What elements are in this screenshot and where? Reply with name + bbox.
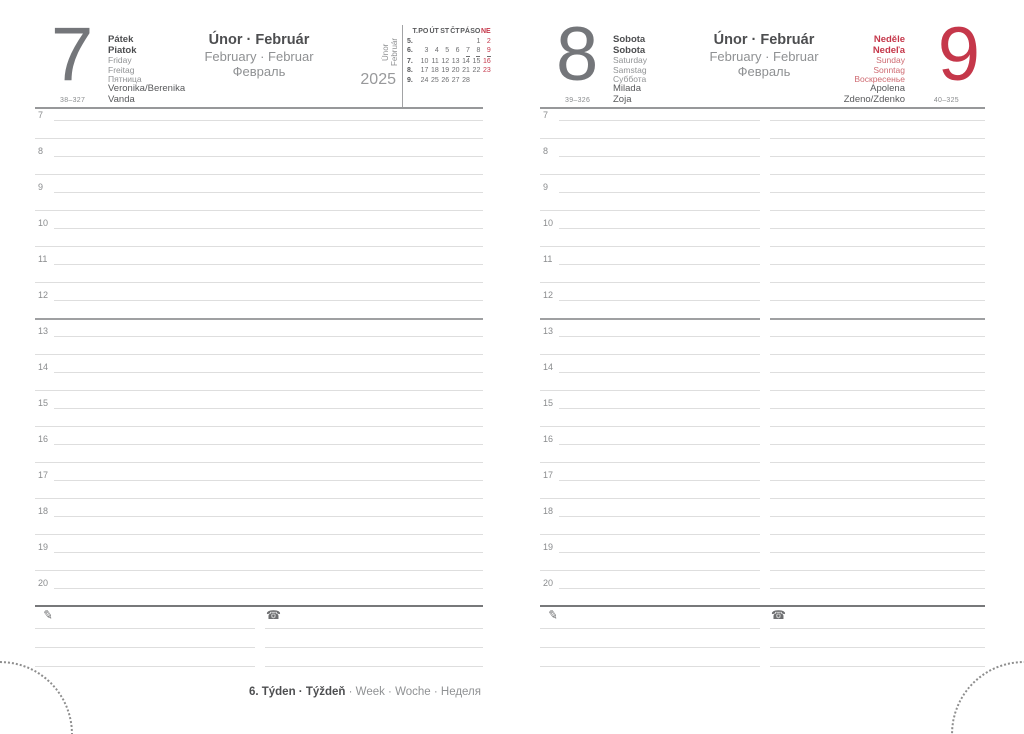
mini-cal-week-number: 6. xyxy=(407,47,413,55)
half-hour-line xyxy=(35,282,483,283)
hour-label: 15 xyxy=(38,398,49,408)
hour-label: 13 xyxy=(543,326,554,336)
hour-label: 18 xyxy=(38,506,49,516)
hour-line xyxy=(770,228,985,229)
hour-line xyxy=(559,120,760,121)
day-name-en: Friday xyxy=(108,55,132,65)
day-number-saturday: 8 xyxy=(556,12,596,97)
mini-cal-header-cell: ST xyxy=(440,28,450,35)
hour-line xyxy=(770,552,985,553)
mini-cal-day: 24 xyxy=(420,76,429,84)
mini-cal-day: 20 xyxy=(451,67,460,75)
hour-row xyxy=(540,288,985,324)
hour-line xyxy=(770,336,985,337)
half-hour-line xyxy=(35,498,483,499)
day-name-sk: Sobota xyxy=(613,44,646,56)
half-hour-line xyxy=(770,462,985,463)
hour-line xyxy=(770,192,985,193)
hour-row xyxy=(35,288,483,324)
notes-line xyxy=(770,647,985,648)
hour-row xyxy=(35,432,483,468)
day-name-labels-saturday xyxy=(613,35,647,85)
hour-row xyxy=(35,324,483,360)
hour-line xyxy=(770,480,985,481)
hour-line xyxy=(770,264,985,265)
hour-line xyxy=(559,588,760,589)
notes-line xyxy=(540,666,760,667)
name-day-line: Veronika/Berenika xyxy=(108,83,186,94)
mini-month-calendar xyxy=(407,27,491,86)
week-footer-bold: 6. Týden · Týždeň xyxy=(248,686,346,698)
page-friday xyxy=(35,12,491,720)
half-hour-line xyxy=(35,246,483,247)
hour-row xyxy=(540,324,985,360)
hour-label: 16 xyxy=(38,434,49,444)
hour-line xyxy=(54,264,483,265)
hour-line xyxy=(559,156,760,157)
half-hour-line xyxy=(770,426,985,427)
hour-label: 20 xyxy=(38,578,49,588)
day-number-friday: 7 xyxy=(51,12,91,97)
month-title-latin: February · Februar xyxy=(204,49,314,64)
mini-cal-day: 11 xyxy=(431,57,439,65)
hour-line xyxy=(54,336,483,337)
hour-label: 8 xyxy=(38,146,44,156)
hour-line xyxy=(559,228,760,229)
hour-line xyxy=(559,516,760,517)
hour-label: 17 xyxy=(543,470,554,480)
hour-row xyxy=(35,504,483,540)
hour-label: 19 xyxy=(38,542,49,552)
hour-line xyxy=(770,120,985,121)
hour-line xyxy=(770,300,985,301)
month-title-latin: February · Februar xyxy=(709,49,819,64)
hour-line xyxy=(559,480,760,481)
mini-cal-day: 15 xyxy=(472,57,481,65)
half-hour-line xyxy=(35,534,483,535)
hour-label: 10 xyxy=(38,218,49,228)
notes-line xyxy=(770,666,985,667)
hour-line xyxy=(559,444,760,445)
half-hour-line xyxy=(540,354,760,355)
half-hour-line xyxy=(770,210,985,211)
mini-cal-day: 4 xyxy=(434,47,439,55)
hour-line xyxy=(54,372,483,373)
hour-line xyxy=(559,552,760,553)
month-title-cyrillic: Февраль xyxy=(737,64,791,79)
hour-line xyxy=(559,408,760,409)
hour-line xyxy=(54,588,483,589)
hour-label: 8 xyxy=(543,146,549,156)
hour-row xyxy=(540,396,985,432)
hour-line xyxy=(54,156,483,157)
half-hour-line xyxy=(770,246,985,247)
hour-row xyxy=(35,216,483,252)
mini-cal-week-number: 7. xyxy=(407,57,413,65)
day-of-year-saturday: 39–326 xyxy=(565,97,591,104)
day-of-year-friday: 38–327 xyxy=(60,97,86,104)
mini-cal-day: 18 xyxy=(430,67,439,75)
hour-line xyxy=(54,192,483,193)
hour-line xyxy=(559,300,760,301)
hour-label: 17 xyxy=(38,470,49,480)
hour-row xyxy=(35,108,483,144)
mini-cal-day: 25 xyxy=(430,76,439,84)
half-hour-line xyxy=(35,426,483,427)
half-hour-line xyxy=(35,354,483,355)
hour-label: 14 xyxy=(38,362,49,372)
half-hour-line xyxy=(770,282,985,283)
mini-cal-header-cell: ÚT xyxy=(429,28,439,35)
half-hour-line xyxy=(540,210,760,211)
half-hour-line xyxy=(540,498,760,499)
notes-line xyxy=(35,666,255,667)
mini-cal-day: 2 xyxy=(486,37,491,45)
day-name-cz: Pátek xyxy=(108,34,134,45)
name-days-saturday xyxy=(613,83,641,105)
month-title-left xyxy=(156,31,362,80)
hour-label: 11 xyxy=(38,254,48,264)
day-name-de: Freitag xyxy=(108,64,135,75)
half-hour-line xyxy=(770,498,985,499)
mini-cal-day: 12 xyxy=(441,57,450,65)
hour-line xyxy=(54,480,483,481)
pencil-icon: ✎ xyxy=(42,607,54,623)
day-name-ru: Суббота xyxy=(613,74,647,84)
half-hour-line xyxy=(770,390,985,391)
half-hour-line xyxy=(770,534,985,535)
hour-row xyxy=(35,360,483,396)
hour-line xyxy=(54,120,483,121)
mini-cal-week-number: 9. xyxy=(407,76,413,84)
hour-row xyxy=(540,468,985,504)
notes-line xyxy=(35,647,255,648)
half-hour-line xyxy=(540,318,760,320)
mini-cal-week-number: 5. xyxy=(407,37,413,45)
name-day-line: Zoja xyxy=(613,94,632,105)
hour-line xyxy=(770,372,985,373)
hour-line xyxy=(54,552,483,553)
day-name-en: Saturday xyxy=(613,55,648,65)
half-hour-line xyxy=(770,570,985,571)
hour-label: 7 xyxy=(38,110,44,120)
hour-grid-weekend xyxy=(540,108,985,612)
hour-line xyxy=(54,300,483,301)
hour-line xyxy=(770,516,985,517)
hour-row xyxy=(540,216,985,252)
side-label-cz: Únor xyxy=(381,43,390,61)
half-hour-line xyxy=(540,426,760,427)
hour-label: 9 xyxy=(543,182,549,192)
hour-label: 14 xyxy=(543,362,554,372)
half-hour-line xyxy=(35,570,483,571)
hour-label: 10 xyxy=(543,218,554,228)
mini-cal-day: 27 xyxy=(451,76,460,84)
half-hour-line xyxy=(540,390,760,391)
half-hour-line xyxy=(540,246,760,247)
hour-label: 19 xyxy=(543,542,554,552)
hour-label: 16 xyxy=(543,434,554,444)
name-day-line: Apolena xyxy=(870,83,905,94)
hour-label: 12 xyxy=(38,290,49,300)
half-hour-line xyxy=(540,570,760,571)
day-name-ru: Пятница xyxy=(108,74,142,84)
mini-cal-day: 1 xyxy=(476,37,481,45)
hour-row xyxy=(540,108,985,144)
half-hour-line xyxy=(35,174,483,175)
hour-label: 9 xyxy=(38,182,44,192)
mini-cal-day: 28 xyxy=(462,76,470,84)
day-name-cz: Neděle xyxy=(873,34,905,45)
hour-line xyxy=(770,588,985,589)
week-footer-light: · Week · Woche · Неделя xyxy=(345,686,481,698)
notes-line xyxy=(540,647,760,648)
name-day-line: Milada xyxy=(613,83,641,94)
name-day-line: Vanda xyxy=(108,94,135,105)
hour-line xyxy=(54,408,483,409)
name-days-friday xyxy=(108,83,185,105)
mini-cal-day: 13 xyxy=(451,57,460,65)
mini-cal-day: 26 xyxy=(441,76,450,84)
day-name-labels-sunday xyxy=(854,35,905,85)
notes-divider-rule xyxy=(540,605,985,607)
notes-line xyxy=(265,666,483,667)
calendar-divider-rule xyxy=(402,25,403,107)
half-hour-line xyxy=(540,282,760,283)
hour-line xyxy=(54,228,483,229)
day-name-en: Sunday xyxy=(876,55,905,65)
mini-cal-day: 23 xyxy=(482,67,491,75)
hour-line xyxy=(54,444,483,445)
half-hour-line xyxy=(770,174,985,175)
hour-row xyxy=(540,360,985,396)
notes-line xyxy=(265,628,483,629)
hour-row xyxy=(540,432,985,468)
mini-cal-day: 9 xyxy=(487,46,491,57)
side-label-sk: Február xyxy=(390,38,399,67)
page-weekend xyxy=(540,12,985,720)
mini-cal-day: 16 xyxy=(482,57,491,65)
half-hour-line xyxy=(770,318,985,320)
year-label: 2025 xyxy=(360,71,396,88)
mini-cal-header-cell: SO xyxy=(470,28,481,35)
half-hour-line xyxy=(770,138,985,139)
hour-label: 13 xyxy=(38,326,49,336)
hour-row xyxy=(35,252,483,288)
notes-line xyxy=(265,647,483,648)
notes-divider-rule xyxy=(35,605,483,607)
mini-cal-day: 7 xyxy=(466,46,470,57)
notes-line xyxy=(35,628,255,629)
hour-line xyxy=(559,264,760,265)
hour-row xyxy=(540,540,985,576)
day-number-sunday: 9 xyxy=(937,12,977,97)
month-title-bold: Únor · Február xyxy=(208,32,310,48)
half-hour-line xyxy=(540,138,760,139)
day-name-labels-friday xyxy=(108,35,142,85)
mini-cal-day: 14 xyxy=(462,57,470,65)
day-name-sk: Nedeľa xyxy=(872,44,905,56)
hour-line xyxy=(559,336,760,337)
mini-cal-header-cell: T. xyxy=(412,28,418,35)
hour-row xyxy=(35,396,483,432)
mini-cal-day: 17 xyxy=(420,67,429,75)
month-title-cyrillic: Февраль xyxy=(232,64,286,79)
hour-line xyxy=(770,408,985,409)
mini-cal-day: 19 xyxy=(441,67,450,75)
week-footer xyxy=(35,686,481,698)
hour-row xyxy=(35,144,483,180)
mini-cal-day: 6 xyxy=(455,47,460,55)
day-name-sk: Piatok xyxy=(108,44,137,56)
phone-icon: ☎ xyxy=(771,608,786,622)
day-name-de: Sonntag xyxy=(873,64,905,75)
hour-row xyxy=(35,468,483,504)
hour-row xyxy=(540,252,985,288)
hour-label: 7 xyxy=(543,110,549,120)
hour-row xyxy=(540,180,985,216)
mini-cal-header-cell: ČT xyxy=(450,28,460,35)
half-hour-line xyxy=(35,318,483,320)
mini-cal-header-cell: PO xyxy=(418,28,429,35)
month-title-bold: Únor · Február xyxy=(713,32,815,48)
day-of-year-sunday: 40–325 xyxy=(933,97,959,104)
half-hour-line xyxy=(540,462,760,463)
mini-cal-day: 10 xyxy=(420,57,429,65)
mini-cal-header-cell: NE xyxy=(481,28,491,35)
mini-cal-day: 5 xyxy=(445,47,450,55)
half-hour-line xyxy=(35,390,483,391)
mini-cal-header-cell: PÁ xyxy=(460,28,470,35)
day-name-ru: Воскресенье xyxy=(854,74,905,84)
mini-cal-week-number: 8. xyxy=(407,67,413,75)
phone-icon: ☎ xyxy=(266,608,281,622)
half-hour-line xyxy=(35,138,483,139)
notes-line xyxy=(770,628,985,629)
half-hour-line xyxy=(540,534,760,535)
half-hour-line xyxy=(35,462,483,463)
hour-line xyxy=(770,444,985,445)
mini-cal-day: 22 xyxy=(472,67,481,75)
hour-label: 18 xyxy=(543,506,554,516)
hour-row xyxy=(540,144,985,180)
hour-label: 11 xyxy=(543,254,553,264)
pencil-icon: ✎ xyxy=(547,607,559,623)
mini-cal-day: 3 xyxy=(424,47,429,55)
hour-line xyxy=(559,372,760,373)
hour-line xyxy=(559,192,760,193)
hour-row xyxy=(540,504,985,540)
hour-line xyxy=(54,516,483,517)
day-name-de: Samstag xyxy=(613,64,647,75)
name-days-sunday xyxy=(844,83,905,105)
half-hour-line xyxy=(35,210,483,211)
half-hour-line xyxy=(770,354,985,355)
hour-row xyxy=(35,540,483,576)
hour-label: 12 xyxy=(543,290,554,300)
hour-row xyxy=(35,180,483,216)
hour-label: 15 xyxy=(543,398,554,408)
mini-cal-day: 8 xyxy=(476,46,480,57)
hour-line xyxy=(770,156,985,157)
hour-label: 20 xyxy=(543,578,554,588)
notes-line xyxy=(540,628,760,629)
half-hour-line xyxy=(540,174,760,175)
day-name-cz: Sobota xyxy=(613,34,646,45)
mini-cal-day: 21 xyxy=(462,67,470,75)
month-title-right xyxy=(661,31,867,80)
hour-grid-friday xyxy=(35,108,483,612)
name-day-line: Zdeno/Zdenko xyxy=(843,94,905,105)
